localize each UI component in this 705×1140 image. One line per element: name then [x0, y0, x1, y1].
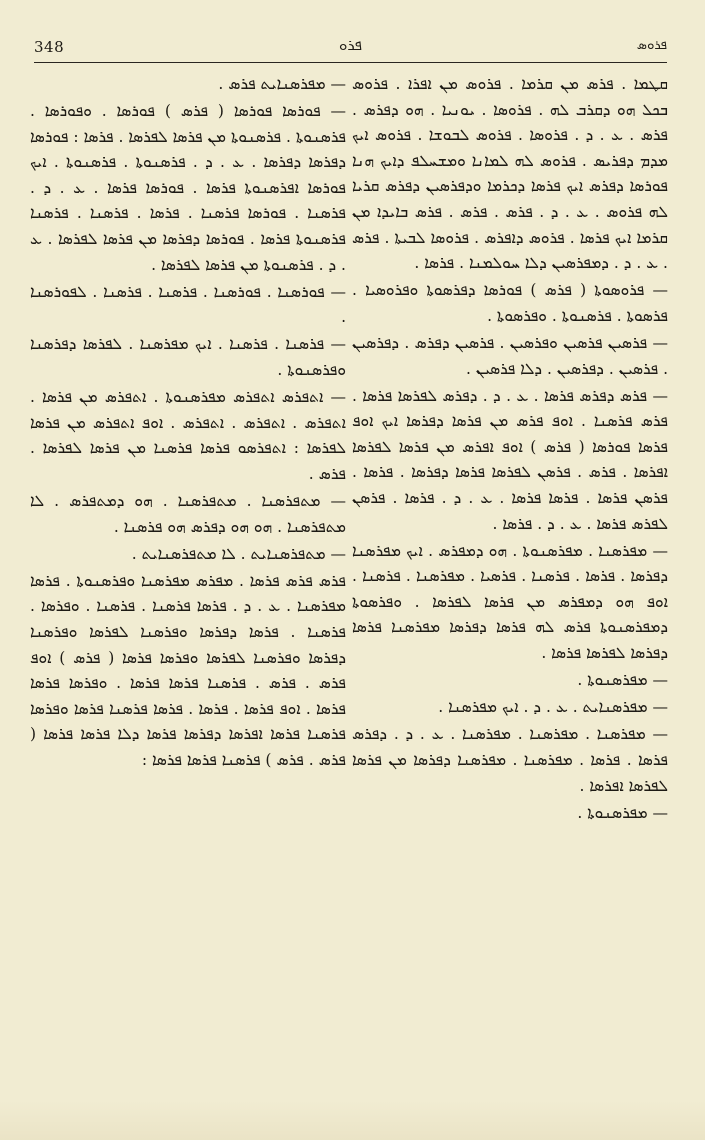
- dictionary-entry: — ܐܬܦܪܣ ܐܬܦܪܣ ܡܦܪܣܢܘܬܐ . ܐܬܦܪܣ ܡܢ ܦܪܣܐ . ܐܬܦܪܣ . ܐܬܦܪܣ . ܐܬܦܪܣ . ܐܘܦ ܐܬܦܪܣ ܡܢ ܦܪܣܐ ܠܦܪܣܐ : ܐܬܦܪܣܘ ܦܪܣܐ ܦܪܣܢܐ ܡܢ ܦܪܣܐ ܠܦܪܣܐ . ܦܪܣ .: [30, 385, 346, 487]
- dictionary-entry: — ܡܦܪܣܢܐ . ܡܦܪܣܢܐ . ܡܦܪܣܢܐ . ܥ . ܕ . ܕܦܪܣ ܦܪܣܐ . ܦܪܣܐ . ܡܦܪܣܢܐ . ܡܦܪܣܢܐ ܕܦܪܣܐ ܡܢ ܦܪܣܐ ܠܦܪܣܐ ܐܦܪܣܐ .: [352, 722, 668, 799]
- dictionary-entry: — ܡܦܪܣܢܐ . ܡܦܪܣܢܘܬܐ . ܗܘ ܕܡܦܪܣ . ܐܝܟ ܡܦܪܣܢܐ ܕܦܪܣܐ . ܦܪܣܐ . ܦܪܣܢܐ . ܦܪܣܝܐ . ܡܦܪܣܢܐ . ܦܪܣܢܐ . ܐܘܦ ܗܘ ܕܡܦܪܣ ܡܢ ܦܪܣܐ ܠܦܪܣܐ . ܘܦܪܣܘܬܐ ܕܡܦܪܣܢܘܬܐ ܦܪܣ ܠܗ ܦܪܣܐ ܕܦܪܣܐ ܡܦܪܣܢܐ ܦܪܣܐ ܕܦܪܣܐ ܠܦܪܣܐ ܦܪܣܐ .: [352, 539, 668, 667]
- dictionary-entry: — ܡܬܦܪܣܢܐ . ܡܬܦܪܣܢܐ . ܗܘ ܕܡܬܦܪܣ . ܠܐ ܡܬܦܪܣܢܐ . ܗܘ ܗܘ ܕܦܪܣ ܗܘ ܦܪܣܢܐ .: [30, 489, 346, 540]
- dictionary-entry: — ܦܪܣܝܢ ܦܪܣܝܢ ܘܦܪܣܝܢ . ܦܪܣܝܢ ܕܦܪܣ . ܕܦܪܣܝܢ . ܦܪܣܝܢ . ܕܦܪܣܝܢ . ܕܠܐ ܦܪܣܝܢ .: [352, 331, 668, 382]
- dictionary-entry: — ܡܦܪܣܢܘܬܐ .: [352, 801, 668, 827]
- dictionary-entry: ܩܛܡܐ . ܦܪܣ ܡܢ ܩܪܡܐ . ܦܪܘܣ ܡܢ ܐܦܪܐ . ܦܪܘܣ ܒܟܠ ܗܘ ܕܩܪܒ ܠܗ . ܦܪܘܣܐ . ܝܘܢܝܐ . ܗܘ ܕܦܪܣ . ܦܪܣ . ܥ . ܕ . ܦܪܘܣܐ . ܦܪܘܣ ܠܒܘܫܐ . ܦܪܘܣ ܐܝܟ ܡܕܡ ܕܦܪܝܣ . ܦܪܘܣ ܠܗ ܠܡܐܢܐ ܘܡܫܚܠܦ ܕܐܝܟ ܗܢܐ ܦܘܪܣܐ ܕܦܪܣ ܐܝܟ ܦܪܣܐ ܕܟܪܡܐ ܘܕܦܪܣܝܢ ܕܦܪܣ ܩܪܝܐ ܠܗ ܦܪܘܣ . ܥ . ܕ . ܦܪܣ . ܦܪܣ . ܦܪܣ ܒܐܝܕܐ ܡܢ ܩܪܡܐ ܐܝܟ ܦܪܣܐ . ܦܪܘܣ ܕܐܦܪܣ . ܦܪܘܣܐ ܠܒܝܬܐ . ܦܪܣ . ܥ . ܕ . ܕܡܦܪܣܝܢ ܕܠܐ ܚܘܠܡܢܐ . ܦܪܣܐ .: [352, 75, 668, 273]
- dictionary-entry: ܦܪܣ ܦܪܣ ܦܪܣܐ . ܡܦܪܣ ܡܦܪܣܢܐ ܘܦܪܣܢܘܬܐ . ܦܪܣܐ ܡܦܪܣܢܐ . ܥ . ܕ . ܦܪܣܐ ܦܪܣܢܐ . ܦܪܣܢܐ . ܘܦܪܣܐ . ܦܪܣܢܐ . ܦܪܣܐ ܕܦܪܣܐ ܘܦܪܣܢܐ ܠܦܪܣܐ ܘܦܪܣܢܐ ܕܦܪܣܐ ܘܦܪܣܢܐ ܠܦܪܣܐ ܘܦܪܣܐ ܦܪܣܐ ( ܦܪܣ ) ܐܘܦ ܦܪܣ . ܦܪܣ . ܦܪܣܢܐ ܦܪܣܐ ܦܪܣܐ . ܘܦܪܣܐ ܦܪܣܐ ܦܪܣܐ . ܐܘܦ ܦܪܣܐ . ܦܪܣܐ . ܦܪܣܐ ܦܪܣܢܐ ܦܪܣܐ ܘܦܪܣܐ ܦܪܣܢܐ ܦܪܣܐ ܐܦܪܣܐ ܕܦܪܣܐ ܦܪܣܐ ܕܠܐ ܦܪܣܐ ܦܪܣܐ ( ܦܪܣ . ܦܪܣ ) ܦܪܣܢܐ ܦܪܣܐ ܦܪܣܐ :: [30, 571, 346, 769]
- dictionary-entry: — ܦܪܘܣܘܬܐ ( ܦܪܣ ) ܦܘܪܣܐ ܕܦܪܣܘܬܐ ܘܦܪܘܣܝܐ . ܦܪܣܘܬܐ . ܦܪܣܢܘܬܐ . ܘܦܪܣܘܬܐ .: [352, 278, 668, 329]
- headword: ܦܪܘ: [339, 36, 362, 54]
- page-header: [34, 36, 667, 63]
- dictionary-entry: — ܦܪܣ ܕܦܪܣ ܦܪܣܐ . ܥ . ܕ . ܕܦܪܣ ܠܦܪܣܐ ܦܪܣܐ . ܦܪܣ ܦܪܣܢܐ . ܐܘܦ ܦܪܣ ܡܢ ܦܪܣܐ ܕܦܪܣܐ ܐܝܟ ܐܘܦ ܦܪܣܐ ܦܘܪܣܐ ( ܦܪܣ ) ܐܘܦ ܐܦܪܣ ܡܢ ܦܪܣܐ ܠܦܪܣܐ ܐܦܪܣܐ . ܦܪܣ . ܦܪܣܢ ܠܦܪܣܐ ܦܪܣܐ ܕܦܪܣܐ . ܦܪܣܐ . ܦܪܣܢ ܦܪܣܐ . ܦܪܣܐ ܦܪܣܐ . ܥ . ܕ . ܦܪܣܐ . ܦܪܣܢ ܠܦܪܣ ܦܪܣܐ . ܥ . ܕ . ܦܪܣܐ .: [352, 384, 668, 538]
- guide-word: ܦܪܘܣ: [636, 38, 667, 53]
- dictionary-entry: — ܡܦܪܣܢܘܬܐ .: [352, 668, 668, 694]
- dictionary-entry: — ܦܘܪܣܢܐ . ܦܘܪܣܢܐ . ܦܪܣܢܐ . ܦܪܣܢܐ . ܠܦܘܪܣܢܐ .: [30, 280, 346, 331]
- dictionary-entry: — ܦܘܪܣܐ ܦܘܪܣܐ ( ܦܪܣ ) ܦܘܪܣܐ . ܘܦܘܪܣܐ . ܦܪܣܢܘܬܐ . ܦܪܣܢܘܬܐ ܡܢ ܦܪܣܐ ܠܦܪܣܐ . ܦܪܣܐ : ܦܘܪܣܐ ܕܦܪܣܐ ܕܦܪܣܐ . ܥ . ܕ . ܦܪܣܢܘܬܐ . ܦܪܣܢܘܬܐ . ܐܝܟ ܦܘܪܣܐ ܐܦܪܣܢܘܬܐ ܦܪܣܐ . ܦܘܪܣܐ ܦܪܣܐ . ܥ . ܕ . ܦܪܣܢܐ . ܦܘܪܣܐ ܦܪܣܢܐ . ܦܪܣܐ . ܦܪܣܢܐ . ܦܪܣܢܐ ܦܪܣܢܘܬܐ ܦܪܣܐ . ܦܘܪܣܐ ܕܦܪܣܐ ܡܢ ܦܪܣܐ ܠܦܪܣܐ . ܥ . ܕ . ܦܪܣܢܘܬܐ ܡܢ ܦܪܣܐ ܠܦܪܣܐ .: [30, 99, 346, 278]
- right-column: [352, 72, 668, 828]
- dictionary-entry: — ܡܦܪܣܢܐܝܬ ܦܪܣ .: [30, 72, 346, 98]
- left-column: [30, 72, 346, 775]
- dictionary-entry: — ܦܪܣܢܐ . ܦܪܣܢܐ . ܐܝܟ ܡܦܪܣܢܐ . ܠܦܪܣܐ ܕܦܪܣܢܐ ܘܦܪܣܢܘܬܐ .: [30, 332, 346, 383]
- page-number: 348: [34, 38, 65, 56]
- page-bottom-shade: [0, 1100, 705, 1140]
- dictionary-entry: — ܡܬܦܪܣܢܐܝܬ . ܠܐ ܡܬܦܪܣܢܐܝܬ .: [30, 542, 346, 568]
- dictionary-entry: — ܡܦܪܣܢܐܝܬ . ܥ . ܕ . ܐܝܟ ܡܦܪܣܢܐ .: [352, 695, 668, 721]
